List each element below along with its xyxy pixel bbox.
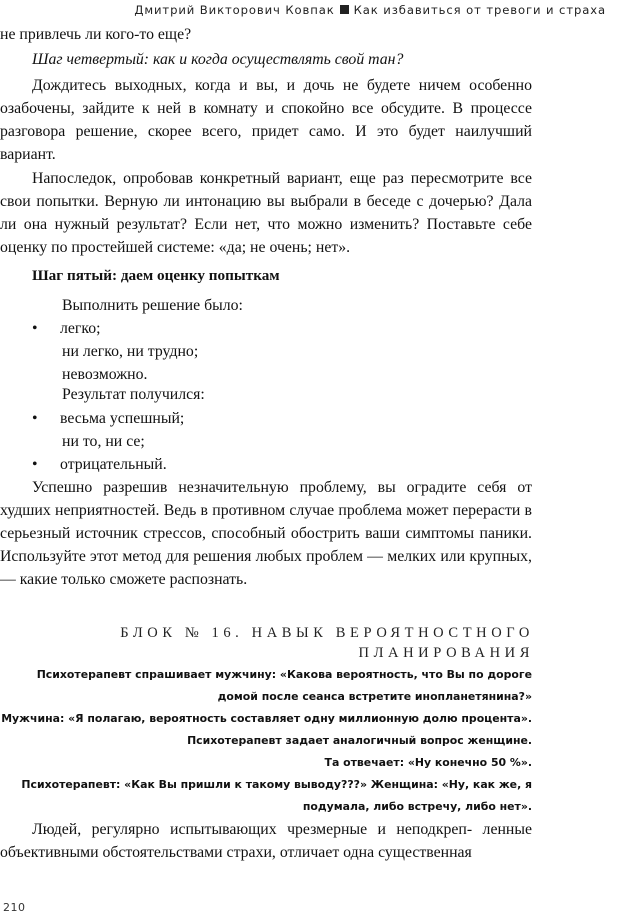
result-item: ни то, ни се; xyxy=(62,432,145,450)
block-heading xyxy=(120,623,534,663)
running-header xyxy=(0,3,606,17)
step5-heading: Шаг пятый: даем оценку попыткам xyxy=(32,266,280,284)
dialogue-line: домой после сеанса встретите инопланетянина?» xyxy=(217,690,532,703)
step4-heading: Шаг четвертый: как и когда осуществлять свой тан? xyxy=(32,51,404,69)
result-item: • весьма успешный; xyxy=(0,407,532,430)
dialogue-line: подумала, либо встречу, либо нет». xyxy=(302,800,532,813)
paragraph-continuation: не привлечь ли кого-то еще? xyxy=(0,26,192,43)
eval-item: ни легко, ни трудно; xyxy=(62,343,199,361)
eval-item: • легко; xyxy=(0,317,532,340)
paragraph-4: Людей, регулярно испытывающих чрезмерные и неподкреп- ленные объективными обстоятельствами страхи, отличает одна существенная xyxy=(0,821,532,862)
block-heading-line-2: ПЛАНИРОВАНИЯ xyxy=(358,645,534,661)
dialogue-line: Психотерапевт задает аналогичный вопрос женщине. xyxy=(187,734,532,747)
paragraph-2: Напоследок, опробовав конкретный вариант, еще раз пересмотрите все свои попытки. Верную ли интонацию вы выбрали в беседе с дочерью? Дала ли она нужный результат? Если нет, что можно изменить? Поставьте себе оценку по простейшей системе: «да; не очень; нет». xyxy=(0,169,532,256)
evaluation-list xyxy=(0,294,532,476)
eval-intro: Выполнить решение было: xyxy=(62,297,243,315)
bullet-icon: • xyxy=(32,320,38,338)
dialogue-line: Психотерапевт: «Как Вы пришли к такому выводу???» Женщина: «Ну, как же, я xyxy=(21,778,532,791)
result-item: • отрицательный. xyxy=(0,453,532,476)
eval-item: невозможно. xyxy=(62,366,148,384)
text-section-2 xyxy=(0,818,532,864)
bullet-icon: • xyxy=(32,455,38,473)
dialogue-epigraph xyxy=(1,664,532,818)
bullet-icon: • xyxy=(32,409,38,427)
dialogue-line: Та отвечает: «Ну конечно 50 %». xyxy=(324,756,532,769)
dialogue-line: Психотерапевт спрашивает мужчину: «Какова вероятность, что Вы по дороге xyxy=(36,668,532,681)
block-heading-line-1: БЛОК № 16. НАВЫК ВЕРОЯТНОСТНОГО xyxy=(120,625,534,641)
header-book-title: Как избавиться от тревоги и страха xyxy=(353,3,606,17)
paragraph-3: Успешно разрешив незначительную проблему, вы оградите себя от худших неприятностей. Ведь в противном случае проблема может перерасти в серьезный источник стрессов, способный обострить ваши симптомы паники. Используйте этот метод для решения любых проблем — мелких или крупных, — какие только сможете распознать. xyxy=(0,478,532,589)
dialogue-line: Мужчина: «Я полагаю, вероятность составляет одну миллионную долю процента». xyxy=(1,712,532,725)
text-section-1 xyxy=(0,23,532,591)
paragraph-1: Дождитесь выходных, когда и вы, и дочь не будете ничем особенно озабочены, зайдите к ней в комнату и спокойно все обсудите. В процессе разговора решение, скорее всего, придет само. И это будет наилучший вариант. xyxy=(0,77,532,164)
page-number: 210 xyxy=(3,901,26,914)
result-intro: Результат получился: xyxy=(62,386,205,404)
header-author: Дмитрий Викторович Ковпак xyxy=(134,3,335,17)
square-separator-icon xyxy=(340,5,349,14)
